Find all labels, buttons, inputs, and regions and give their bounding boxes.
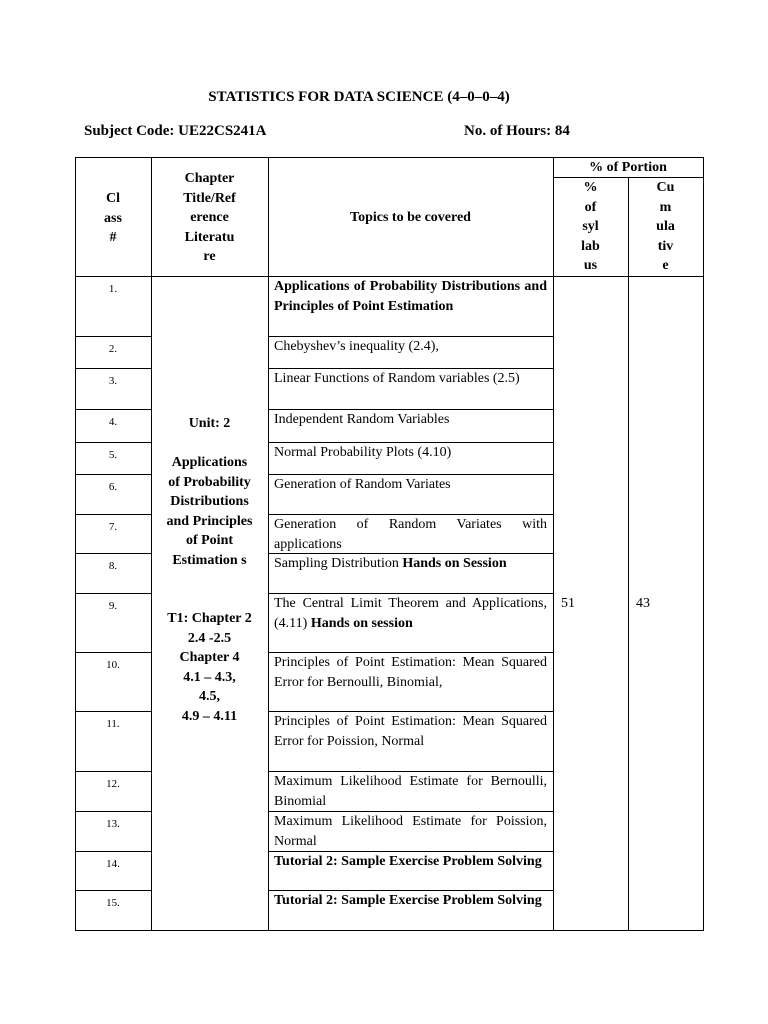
header-class-number: Cl ass # [104,191,122,245]
topic-text: Linear Functions of Random variables (2.5) [274,371,520,386]
class-number: 15. [106,897,120,909]
topic-text: Generation of Random Variates [274,477,451,492]
header-cumulative-percent: Cu m ula tiv e [656,180,675,273]
topic-text: The Central Limit Theorem and Applications, (4.11) Hands on session [274,596,547,631]
class-number: 3. [108,375,118,387]
class-number: 8. [108,560,118,572]
unit-title: Applications of Probability Distributions and Principles of Point Estimation s [166,455,253,568]
syllabus-percent-value: 51 [561,596,575,611]
topic-text: Maximum Likelihood Estimate for Bernoulli, Binomial [274,774,547,809]
chapter-column-cell [151,276,269,931]
class-number: 1. [108,283,118,295]
class-number: 13. [106,818,120,830]
topic-text: Chebyshev’s inequality (2.4), [274,339,439,354]
class-number: 11. [106,718,120,730]
topic-text: Independent Random Variables [274,412,450,427]
class-number: 14. [106,858,120,870]
class-number: 10. [106,659,120,671]
chapter-reference: T1: Chapter 2 2.4 -2.5 Chapter 4 4.1 – 4.3, 4.5, 4.9 – 4.11 [167,611,252,724]
class-number: 12. [106,778,120,790]
topic-text: Normal Probability Plots (4.10) [274,445,452,460]
topic-text: Principles of Point Estimation: Mean Squared Error for Poission, Normal [274,714,547,749]
class-number: 5. [108,449,118,461]
header-topics: Topics to be covered [350,210,471,225]
hours: No. of Hours: 84 [464,123,570,139]
header-chapter: Chapter Title/Ref erence Literatu re [183,171,236,264]
topic-text: Maximum Likelihood Estimate for Poission, Normal [274,814,547,849]
header-syllabus-percent: % of syl lab us [581,180,600,273]
class-number: 2. [108,343,118,355]
class-number: 9. [108,600,118,612]
topic-text: Tutorial 2: Sample Exercise Problem Solving [274,893,542,908]
unit-label: Unit: 2 [188,416,231,431]
cumulative-percent-value: 43 [636,596,650,611]
topic-text: Applications of Probability Distributions and Principles of Point Estimation [274,279,547,314]
class-number: 4. [108,416,118,428]
topic-text: Generation of Random Variates with applications [274,517,547,552]
topic-text: Sampling Distribution Hands on Session [274,556,507,571]
topic-text: Principles of Point Estimation: Mean Squared Error for Bernoulli, Binomial, [274,655,547,690]
topic-text: Tutorial 2: Sample Exercise Problem Solving [274,854,542,869]
header-portion: % of Portion [589,160,667,175]
subject-code: Subject Code: UE22CS241A [84,123,267,139]
class-number: 6. [108,481,118,493]
document-title: STATISTICS FOR DATA SCIENCE (4–0–0–4) [208,89,510,105]
class-number: 7. [108,521,118,533]
